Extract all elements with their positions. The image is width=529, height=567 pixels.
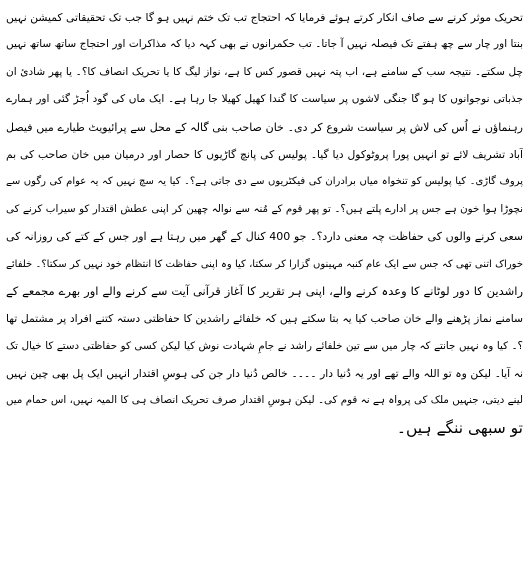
text-line: سامنے نماز پڑھنے والے خان صاحب کیا یہ بتا سکتے ہیں کہ خلفائے راشدین کا حفاظتی دستہ کتنے افراد پر مشتمل تھا [6, 312, 523, 326]
text-line: نچوڑا ہوا خون ہے جس پر ادارے پلتے ہیں؟۔ تو پھر قوم کے مُنہ سے نوالہ چھین کر اپنی عطش اقتدار کو سیراب کرنے کی [6, 202, 523, 215]
text-line: نہ آیا۔ لیکن وہ تو اللہ والے تھے اور یہ دُنیا دار ۔۔۔۔ خالص دُنیا دار جن کی ہوسِ اقتدار انہیں ایک پل بھی چین نہیں [6, 367, 523, 381]
text-line: چل سکتے۔ نتیجہ سب کے سامنے ہے، اب پتہ نہیں قصور کس کا ہے، نواز لیگ کا یا تحریک انصاف کا؟۔ یا پھر شادیٔ ان [6, 65, 523, 78]
text-line: سعی کرنے والوں کی حفاظت چہ معنی دارد؟۔ جو 400 کنال کے گھر میں رہتا ہے اور جس کے کتے کی روزانہ کی [6, 230, 523, 244]
text-line: جذباتی نوجوانوں کا ہو گا جنگی لاشوں پر سیاست کا گندا کھیل کھیلا جا رہا ہے۔ ایک ماں کی گود اُجڑ گئی اور ہمارے [6, 93, 523, 106]
text-line: بنتا اور چار سے چھ ہفتے تک فیصلہ نہیں آ جاتا۔ تب حکمرانوں نے بھی کہہ دیا کہ مذاکرات اور احتجاج ساتھ ساتھ نہیں [6, 38, 523, 51]
text-line: ؟۔ کیا وہ نہیں جانتے کہ چار میں سے تین خلفائے راشد نے جامِ شہادت نوش کیا لیکن کسی کو حفاظتی دستے کا خیال تک [6, 339, 523, 352]
text-line: راشدین کا دور لوٹانے کا وعدہ کرنے والے، اپنی ہر تقریر کا آغاز قرآنی آیت سے کرنے والے اور بھرے مجمعے کے [6, 283, 523, 298]
text-line: پروف گاڑی۔ کیا پولیس کو تنخواہ میاں برادران کی فیکٹریوں سے دی جاتی ہے؟۔ کیا یہ سچ نہیں کہ یہ عوام کی رگوں سے [6, 176, 523, 188]
text-line: تحریک موثر کرنے سے صاف انکار کرتے ہوئے فرمایا کہ احتجاج تب تک ختم نہیں ہو گا جب تک تحقیقاتی کمیشن نہیں [6, 11, 523, 24]
text-line: لینے دیتی، جنہیں ملک کی پرواہ ہے نہ قوم کی۔ لیکن ہوسِ اقتدار صرف تحریک انصاف ہی کا المیہ نہیں، اس حمام میں [6, 394, 523, 407]
text-line: خوراک اتنی تھی کہ جس سے ایک عام کنبہ مہینوں گزارا کر سکتا، کیا وہ اپنی حفاظت کا انتظام خود نہیں کر سکتا؟۔ خلفائے [6, 258, 523, 270]
text-line: رہنماؤں نے اُس کی لاش پر سیاست شروع کر دی۔ خان صاحب بنی گالہ کے محل سے پرائیویٹ طیارے میں فیصل [6, 120, 523, 134]
text-line: تو سبھی ننگے ہیں۔ [396, 418, 523, 437]
text-line: آباد تشریف لائے تو انہیں پورا پروٹوکول دیا گیا۔ پولیس کی پانچ گاڑیوں کا حصار اور درمیان میں خان صاحب کی بم [6, 147, 523, 161]
